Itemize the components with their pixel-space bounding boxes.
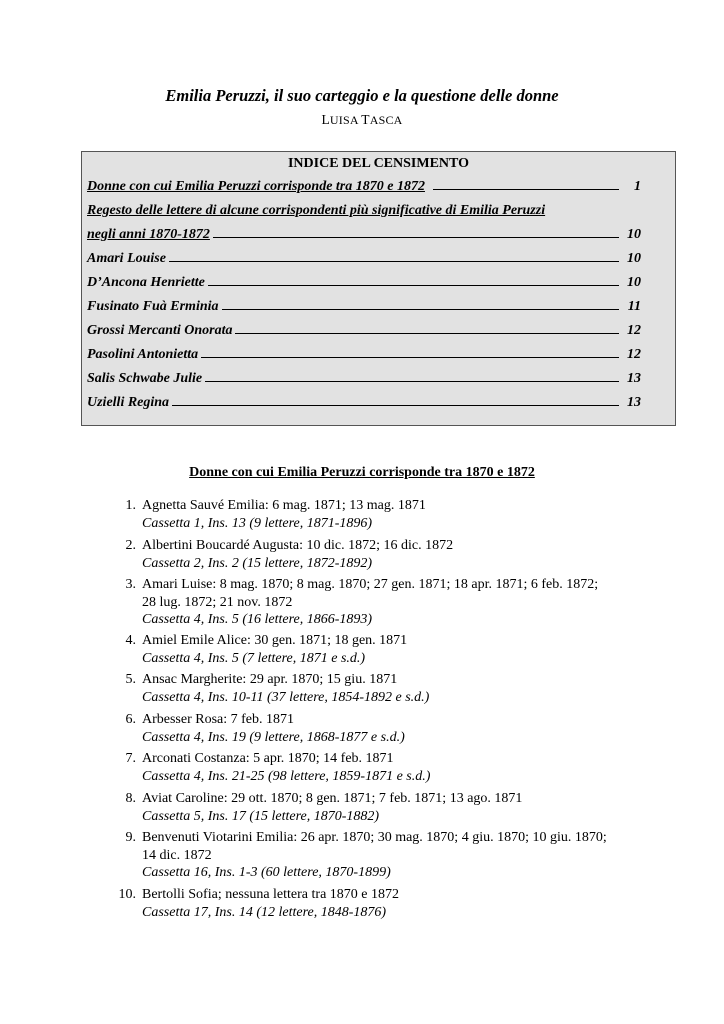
toc-entry-page: 12	[627, 347, 641, 362]
section-title: Donne con cui Emilia Peruzzi corrisponde tra 1870 e 1872	[189, 465, 535, 480]
list-item-text: Ansac Margherite: 29 apr. 1870; 15 giu. 1871	[142, 672, 398, 687]
toc-heading: INDICE DEL CENSIMENTO	[287, 156, 469, 171]
toc-entry-label: Donne con cui Emilia Peruzzi corrisponde tra 1870 e 1872	[87, 179, 425, 194]
list-item-number: 5.	[125, 672, 136, 687]
list-item-text: Amari Luise: 8 mag. 1870; 8 mag. 1870; 27 gen. 1871; 18 apr. 1871; 6 feb. 1872;	[142, 577, 599, 592]
toc-entry-page: 10	[627, 275, 641, 290]
list-item-text: Bertolli Sofia; nessuna lettera tra 1870 e 1872	[142, 887, 399, 902]
toc-entry-page: 12	[627, 323, 641, 338]
toc-entry[interactable]	[87, 203, 641, 219]
list-item-number: 3.	[125, 577, 136, 592]
list-item-archive-ref: Cassetta 4, Ins. 19 (9 lettere, 1868-1877 e s.d.)	[142, 729, 405, 745]
toc-entry-page: 10	[627, 251, 641, 266]
list-item-number: 6.	[125, 712, 136, 727]
toc-entry-label: negli anni 1870-1872	[87, 227, 210, 242]
list-item-text: Benvenuti Viotarini Emilia: 26 apr. 1870; 30 mag. 1870; 4 giu. 1870; 10 giu. 1870;	[142, 830, 607, 845]
author-name-rest: UISA	[329, 113, 359, 127]
document-title: Emilia Peruzzi, il suo carteggio e la questione delle donne	[165, 86, 559, 105]
toc-entry-page: 1	[634, 179, 641, 194]
toc-leader	[208, 284, 619, 286]
list-item-archive-ref: Cassetta 4, Ins. 5 (16 lettere, 1866-1893)	[142, 612, 373, 627]
list-item-text-continued: 28 lug. 1872; 21 nov. 1872	[142, 594, 293, 610]
author-initial: T	[361, 112, 370, 127]
toc-entry[interactable]	[87, 179, 641, 195]
list-item-number: 10.	[118, 887, 136, 902]
toc-entry-page: 13	[627, 395, 641, 410]
list-item-text: Aviat Caroline: 29 ott. 1870; 8 gen. 1871; 7 feb. 1871; 13 ago. 1871	[142, 791, 523, 806]
list-item-archive-ref: Cassetta 5, Ins. 17 (15 lettere, 1870-1882)	[142, 808, 380, 824]
list-item-number: 9.	[125, 830, 136, 845]
toc-leader	[169, 260, 619, 262]
toc-leader	[433, 188, 619, 190]
toc-entry-label: Fusinato Fuà Erminia	[87, 299, 219, 314]
toc-leader	[205, 380, 619, 382]
toc-entry-label: Salis Schwabe Julie	[87, 371, 203, 386]
list-item-text: Agnetta Sauvé Emilia: 6 mag. 1871; 13 mag. 1871	[142, 498, 426, 513]
toc-entry-label: D’Ancona Henriette	[87, 275, 205, 290]
toc-entry-page: 13	[627, 371, 641, 386]
list-item-number: 1.	[125, 498, 136, 513]
toc-entry-label: Pasolini Antonietta	[87, 347, 199, 362]
toc-entry-page: 10	[627, 227, 641, 242]
toc-entry[interactable]	[87, 347, 641, 363]
toc-entry[interactable]	[87, 323, 641, 339]
list-item-number: 8.	[125, 791, 136, 806]
author-initial: L	[321, 112, 330, 127]
list-item-archive-ref: Cassetta 4, Ins. 21-25 (98 lettere, 1859-1871 e s.d.)	[142, 768, 431, 784]
list-item-text: Arbesser Rosa: 7 feb. 1871	[142, 712, 295, 727]
toc-entry-label: Uzielli Regina	[87, 395, 170, 410]
author-surname-rest: ASCA	[369, 113, 403, 127]
list-item-archive-ref: Cassetta 1, Ins. 13 (9 lettere, 1871-1896)	[142, 515, 373, 531]
toc-entry-label: Regesto delle lettere di alcune corrispondenti più significative di Emilia Peruzzi	[87, 203, 546, 218]
list-item-archive-ref: Cassetta 2, Ins. 2 (15 lettere, 1872-1892)	[142, 555, 373, 571]
toc-leader	[172, 404, 619, 406]
toc-entry[interactable]	[87, 371, 641, 387]
list-item-text: Arconati Costanza: 5 apr. 1870; 14 feb. 1871	[142, 751, 394, 766]
list-item-archive-ref: Cassetta 4, Ins. 10-11 (37 lettere, 1854-1892 e s.d.)	[142, 689, 430, 705]
list-item-archive-ref: Cassetta 16, Ins. 1-3 (60 lettere, 1870-1899)	[142, 865, 391, 880]
table-of-contents	[81, 151, 676, 426]
toc-entry[interactable]	[87, 275, 641, 291]
toc-entry[interactable]	[87, 227, 641, 243]
toc-entry[interactable]	[87, 299, 641, 315]
toc-leader	[235, 332, 619, 334]
list-item-text: Amiel Emile Alice: 30 gen. 1871; 18 gen. 1871	[142, 633, 408, 648]
toc-leader	[201, 356, 619, 358]
toc-leader	[213, 236, 619, 238]
toc-entry-label: Amari Louise	[87, 251, 166, 266]
list-item-number: 7.	[125, 751, 136, 766]
list-item-number: 2.	[125, 538, 136, 553]
list-item-text: Albertini Boucardé Augusta: 10 dic. 1872; 16 dic. 1872	[142, 538, 454, 553]
toc-entry[interactable]	[87, 251, 641, 267]
author-name	[0, 112, 724, 128]
list-item-archive-ref: Cassetta 17, Ins. 14 (12 lettere, 1848-1876)	[142, 904, 387, 920]
toc-entry-label: Grossi Mercanti Onorata	[87, 323, 233, 338]
toc-entry[interactable]	[87, 395, 641, 411]
toc-leader	[222, 308, 619, 310]
list-item-archive-ref: Cassetta 4, Ins. 5 (7 lettere, 1871 e s.d.)	[142, 650, 366, 666]
list-item-text-continued: 14 dic. 1872	[142, 847, 212, 863]
list-item-number: 4.	[125, 633, 136, 648]
toc-entry-page: 11	[627, 299, 641, 314]
